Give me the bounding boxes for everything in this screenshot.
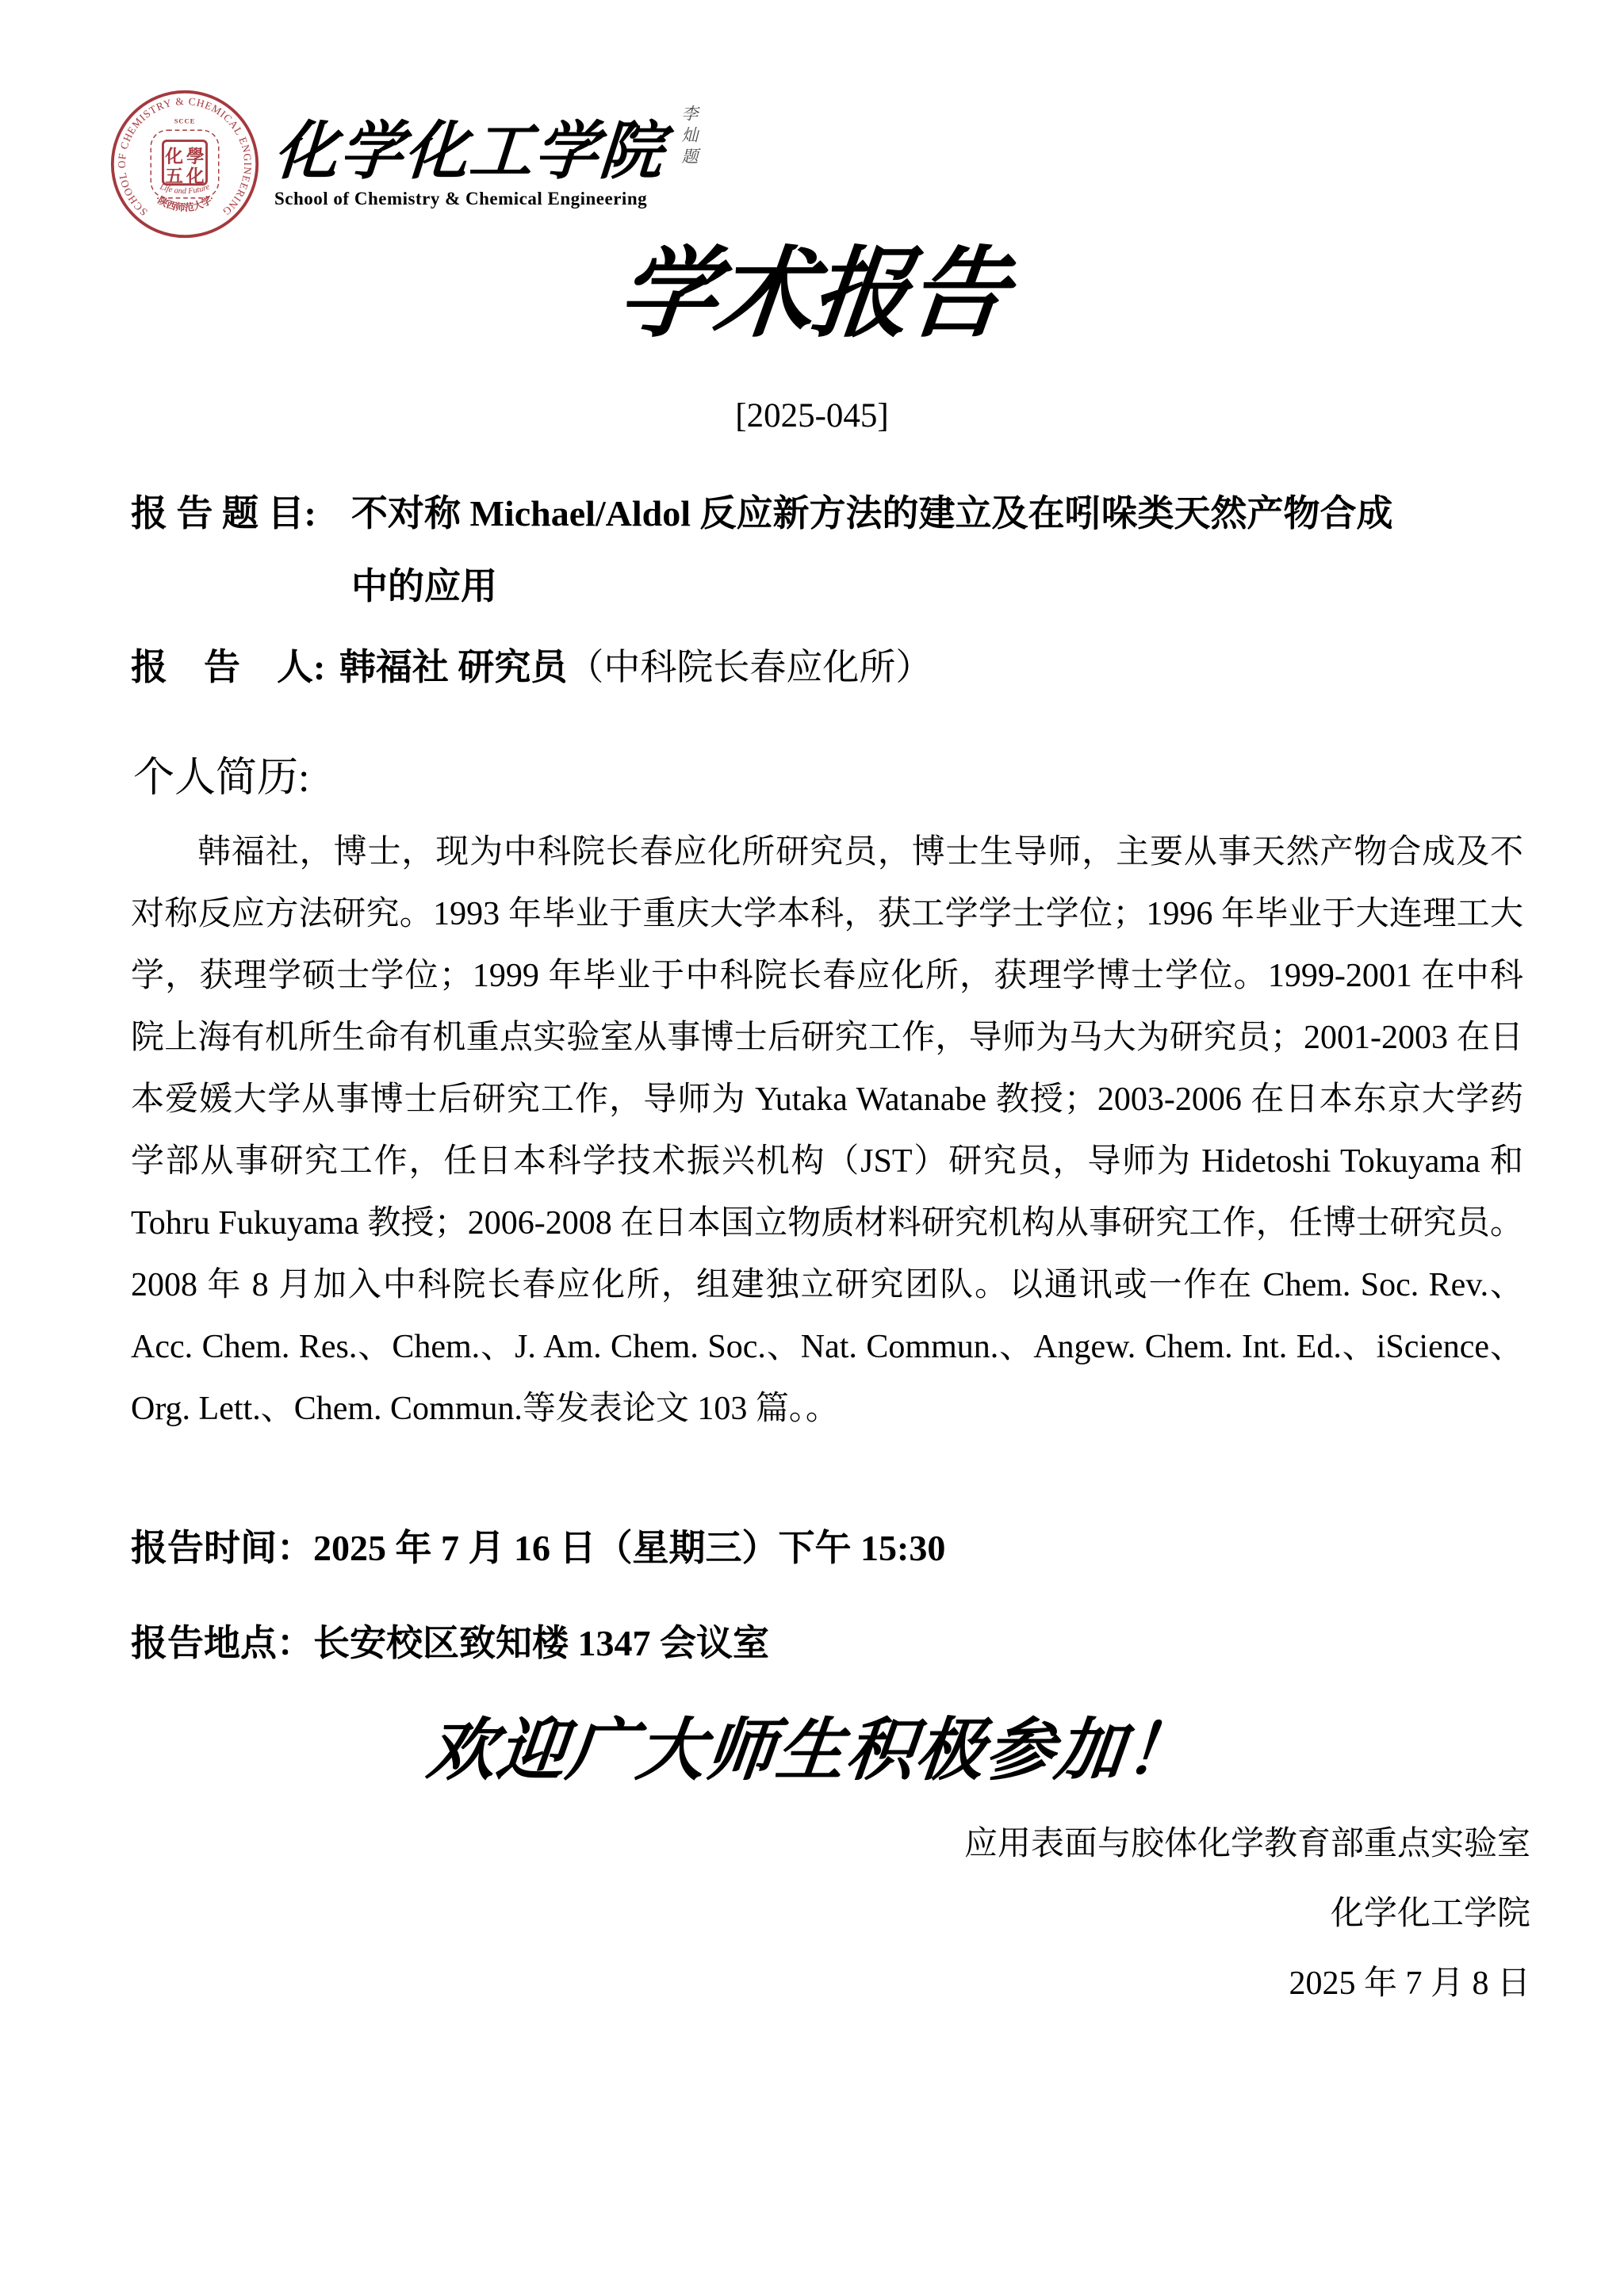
time-value: 2025 年 7 月 16 日（星期三）下午 15:30 <box>313 1528 946 1568</box>
footer <box>0 1809 1624 2019</box>
seal-ring-textpath: SCHOOL OF CHEMISTRY & CHEMICAL ENGINEERING <box>115 94 255 219</box>
college-wordmark <box>271 117 668 209</box>
seal-ring-text <box>116 95 254 218</box>
header <box>109 89 701 239</box>
footer-lab-name: 应用表面与胶体化学教育部重点实验室 <box>963 1826 1530 1862</box>
venue-row <box>131 1614 769 1667</box>
seal-center-glyph: 學 <box>186 147 205 167</box>
footer-college-name: 化学化工学院 <box>1330 1896 1530 1932</box>
speaker-name: 韩福社 研究员 <box>339 647 568 687</box>
footer-date: 2025 年 7 月 8 日 <box>1289 1965 1530 2002</box>
bio-heading: 个人简历: <box>133 756 310 801</box>
college-name-en: School of Chemistry & Chemical Engineering <box>274 189 648 209</box>
seal-outer-ring <box>113 92 257 236</box>
school-seal-icon <box>109 89 260 239</box>
speaker-affiliation: （中科院长春应化所） <box>567 647 933 687</box>
topic-title <box>351 477 1526 623</box>
seal-university-textpath: ·陕西师范大学· <box>153 193 216 214</box>
seal-center-glyph: 化 <box>165 147 184 167</box>
speaker-row <box>131 644 1526 691</box>
venue-label: 报告地点： <box>131 1623 313 1663</box>
college-name-cn: 化学化工学院 <box>271 117 668 187</box>
calligrapher-signature: 李灿题 <box>680 104 699 169</box>
welcome-line: 欢迎广大师生积极参加！ <box>423 1712 1200 1789</box>
venue-value: 长安校区致知楼 1347 会议室 <box>313 1623 769 1663</box>
page-title: 学术报告 <box>612 240 1012 349</box>
speaker-label: 报 告 人: <box>131 647 326 687</box>
time-label: 报告时间： <box>131 1528 313 1568</box>
announcement-number: [2025-045] <box>735 397 889 434</box>
seal-abbr: SCCE <box>174 117 196 125</box>
seal-center-glyph: 化 <box>186 166 205 186</box>
seal-university <box>153 193 216 213</box>
topic-title-line: 中的应用 <box>351 566 497 607</box>
topic-row <box>131 477 1526 623</box>
time-row <box>131 1519 945 1571</box>
topic-label: 报 告 题 目: <box>131 493 316 534</box>
seal-motto-textpath: Life and Future <box>159 182 211 197</box>
seal-center-glyph: 五 <box>165 166 184 186</box>
topic-title-line: 不对称 Michael/Aldol 反应新方法的建立及在吲哚类天然产物合成 <box>351 493 1393 534</box>
bio-paragraph: 韩福社，博士，现为中科院长春应化所研究员，博士生导师，主要从事天然产物合成及不对称反应方法研究。1993 年毕业于重庆大学本科，获工学学士学位；1996 年毕业于大连理工大学，获理学硕士学位；1999 年毕业于中科院长春应化所，获理学博士学位。1999-2001 在中科院上海有机所生命有机重点实验室从事博士后研究工作，导师为马大为研究员；2001-2003 在日本爱媛大学从事博士后研究工作，导师为 Yutaka Watanabe 教授；2003-2006 在日本东京大学药学部从事研究工作，任日本科学技术振兴机构（JST）研究员，导师为 Hidetoshi Tokuyama 和 Tohru Fukuyama 教授；2006-2008 在日本国立物质材料研究机构从事研究工作，任博士研究员。2008 年 8 月加入中科院长春应化所，组建独立研究团队。以通讯或一作在 Chem. Soc. Rev.、Acc. Chem. Res.、Chem.、J. Am. Chem. Soc.、Nat. Commun.、Angew. Chem. Int. Ed.、iScience、Org. Lett.、Chem. Commun.等发表论文 103 篇。。 <box>131 834 1523 1427</box>
